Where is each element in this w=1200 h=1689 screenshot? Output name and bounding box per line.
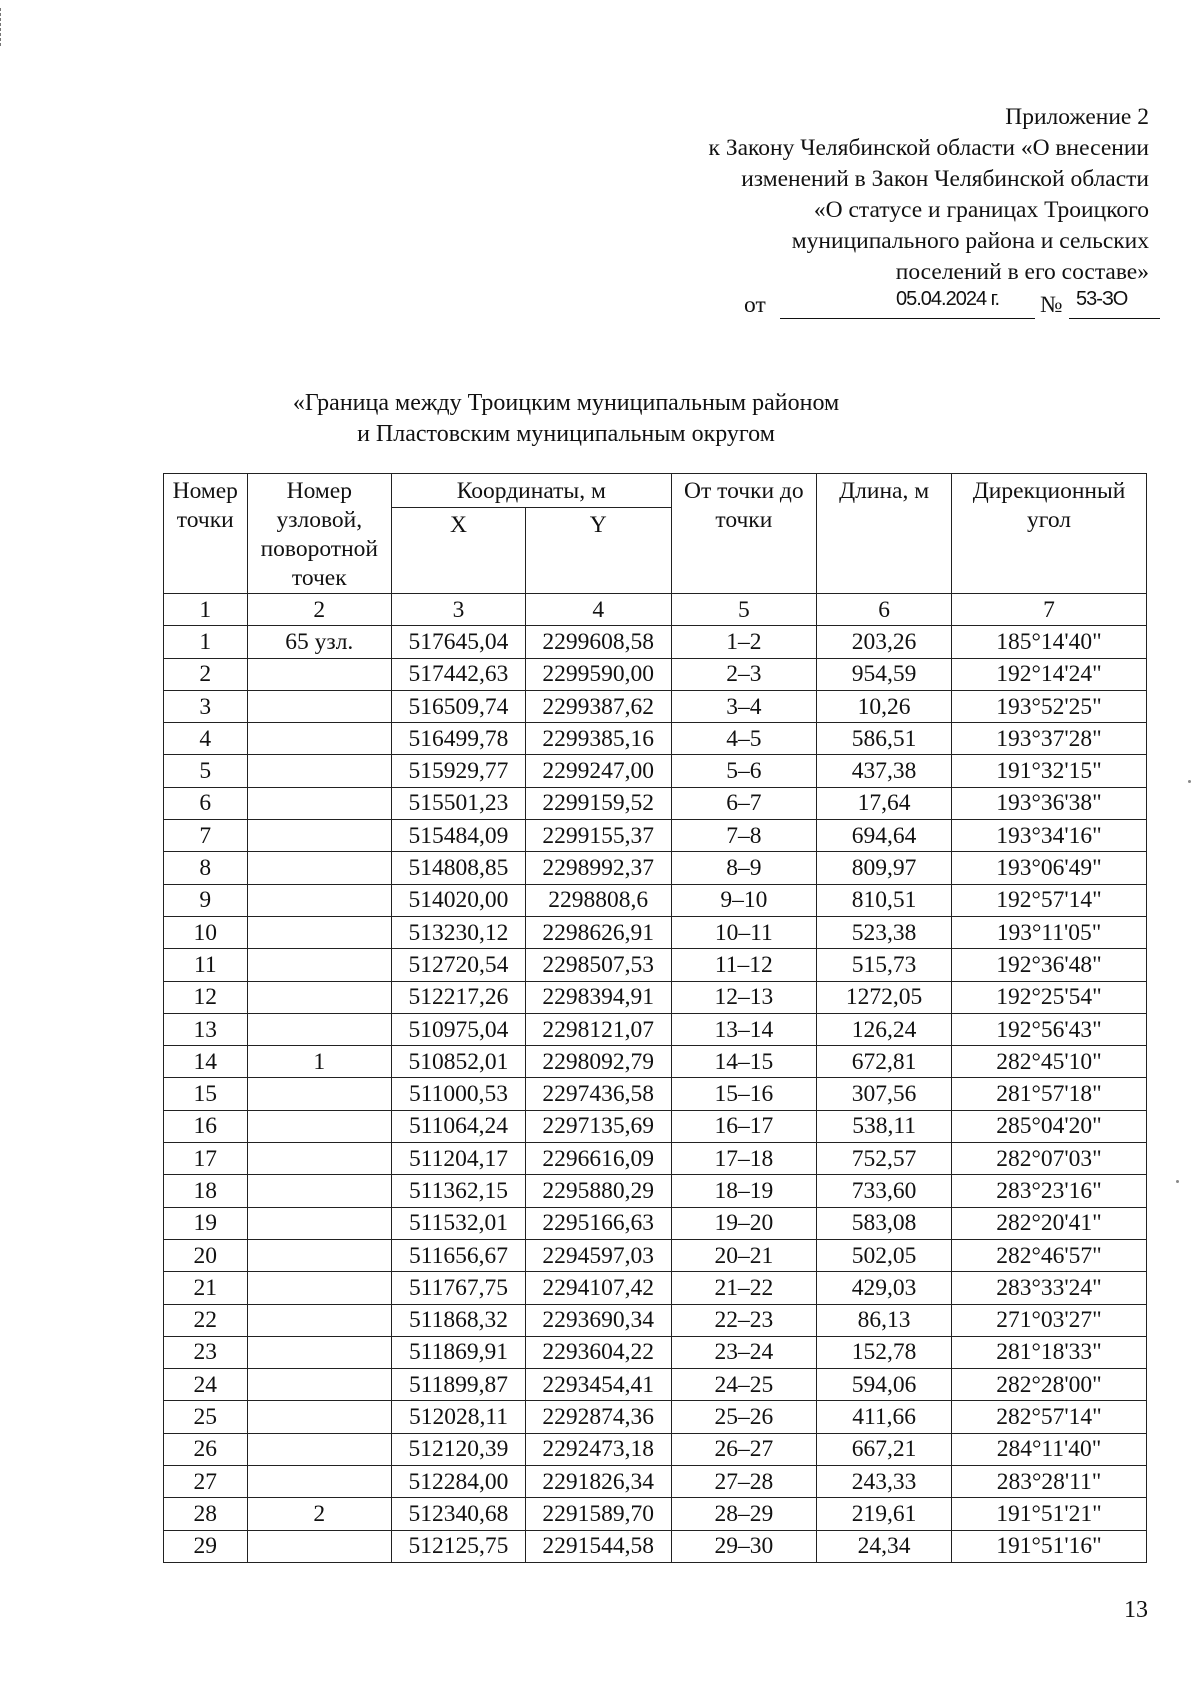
node-cell [247,1110,392,1142]
header-y: Y [525,507,671,593]
length-cell: 586,51 [817,723,952,755]
node-cell [247,949,392,981]
point-number-cell: 27 [164,1466,248,1498]
document-title [166,388,966,450]
length-cell: 809,97 [817,852,952,884]
table-row [164,916,1147,948]
point-number-cell: 28 [164,1498,248,1530]
angle-cell: 282°45'10" [952,1046,1147,1078]
point-number-cell: 13 [164,1013,248,1045]
header-from-to: От точки до точки [671,474,817,594]
table-row [164,658,1147,690]
x-coordinate-cell: 515501,23 [392,787,526,819]
segment-cell: 15–16 [671,1078,817,1110]
x-coordinate-cell: 514020,00 [392,884,526,916]
table-body [164,626,1147,1563]
node-cell [247,1143,392,1175]
segment-cell: 8–9 [671,852,817,884]
point-number-cell: 11 [164,949,248,981]
table-row [164,1530,1147,1562]
angle-cell: 192°57'14" [952,884,1147,916]
x-coordinate-cell: 512720,54 [392,949,526,981]
table-row [164,690,1147,722]
length-cell: 515,73 [817,949,952,981]
column-number: 5 [671,594,817,626]
point-number-cell: 20 [164,1239,248,1271]
x-coordinate-cell: 512120,39 [392,1433,526,1465]
x-coordinate-cell: 512217,26 [392,981,526,1013]
law-date-number [744,288,1160,322]
column-number: 4 [525,594,671,626]
y-coordinate-cell: 2293454,41 [525,1369,671,1401]
segment-cell: 21–22 [671,1272,817,1304]
length-cell: 733,60 [817,1175,952,1207]
table-row [164,1304,1147,1336]
x-coordinate-cell: 512028,11 [392,1401,526,1433]
length-cell: 411,66 [817,1401,952,1433]
x-coordinate-cell: 515484,09 [392,820,526,852]
angle-cell: 191°51'21" [952,1498,1147,1530]
length-cell: 954,59 [817,658,952,690]
node-cell [247,1433,392,1465]
y-coordinate-cell: 2292874,36 [525,1401,671,1433]
segment-cell: 3–4 [671,690,817,722]
node-cell [247,787,392,819]
x-coordinate-cell: 515929,77 [392,755,526,787]
y-coordinate-cell: 2299385,16 [525,723,671,755]
node-cell [247,723,392,755]
point-number-cell: 15 [164,1078,248,1110]
length-cell: 307,56 [817,1078,952,1110]
appendix-line: муниципального района и сельских [791,228,1149,254]
point-number-cell: 25 [164,1401,248,1433]
node-cell [247,690,392,722]
angle-cell: 192°14'24" [952,658,1147,690]
x-coordinate-cell: 512340,68 [392,1498,526,1530]
length-cell: 583,08 [817,1207,952,1239]
length-cell: 437,38 [817,755,952,787]
x-coordinate-cell: 511064,24 [392,1110,526,1142]
segment-cell: 10–11 [671,916,817,948]
y-coordinate-cell: 2294597,03 [525,1239,671,1271]
segment-cell: 20–21 [671,1239,817,1271]
x-coordinate-cell: 511000,53 [392,1078,526,1110]
y-coordinate-cell: 2298626,91 [525,916,671,948]
point-number-cell: 21 [164,1272,248,1304]
x-coordinate-cell: 512284,00 [392,1466,526,1498]
coordinates-table [163,473,1147,1563]
node-cell [247,1466,392,1498]
point-number-cell: 16 [164,1110,248,1142]
segment-cell: 24–25 [671,1369,817,1401]
angle-cell: 193°37'28" [952,723,1147,755]
table-row [164,755,1147,787]
angle-cell: 281°18'33" [952,1336,1147,1368]
node-cell [247,1369,392,1401]
y-coordinate-cell: 2297135,69 [525,1110,671,1142]
x-coordinate-cell: 511767,75 [392,1272,526,1304]
table-row [164,626,1147,658]
node-cell: 65 узл. [247,626,392,658]
segment-cell: 16–17 [671,1110,817,1142]
y-coordinate-cell: 2291544,58 [525,1530,671,1562]
length-cell: 672,81 [817,1046,952,1078]
table-row [164,1013,1147,1045]
appendix-line: к Закону Челябинской области «О внесении [708,135,1149,161]
date-underline [780,318,1035,319]
law-number: 53-ЗО [1076,288,1128,310]
segment-cell: 29–30 [671,1530,817,1562]
node-cell [247,820,392,852]
x-coordinate-cell: 517645,04 [392,626,526,658]
node-cell [247,1530,392,1562]
table-row [164,1401,1147,1433]
column-number: 1 [164,594,248,626]
header-length: Длина, м [817,474,952,594]
node-cell [247,1078,392,1110]
point-number-cell: 3 [164,690,248,722]
length-cell: 523,38 [817,916,952,948]
x-coordinate-cell: 512125,75 [392,1530,526,1562]
point-number-cell: 1 [164,626,248,658]
segment-cell: 14–15 [671,1046,817,1078]
table-row [164,1466,1147,1498]
length-cell: 1272,05 [817,981,952,1013]
y-coordinate-cell: 2298394,91 [525,981,671,1013]
segment-cell: 5–6 [671,755,817,787]
y-coordinate-cell: 2299155,37 [525,820,671,852]
node-cell [247,916,392,948]
angle-cell: 192°36'48" [952,949,1147,981]
node-cell [247,1336,392,1368]
y-coordinate-cell: 2297436,58 [525,1078,671,1110]
x-coordinate-cell: 511532,01 [392,1207,526,1239]
segment-cell: 17–18 [671,1143,817,1175]
segment-cell: 28–29 [671,1498,817,1530]
appendix-line: «О статусе и границах Троицкого [813,197,1149,223]
header-point-number: Номер точки [164,474,248,594]
point-number-cell: 2 [164,658,248,690]
y-coordinate-cell: 2299590,00 [525,658,671,690]
angle-cell: 271°03'27" [952,1304,1147,1336]
x-coordinate-cell: 511362,15 [392,1175,526,1207]
angle-cell: 192°56'43" [952,1013,1147,1045]
x-coordinate-cell: 511868,32 [392,1304,526,1336]
length-cell: 502,05 [817,1239,952,1271]
y-coordinate-cell: 2298992,37 [525,852,671,884]
segment-cell: 26–27 [671,1433,817,1465]
length-cell: 17,64 [817,787,952,819]
table-row [164,852,1147,884]
angle-cell: 193°06'49" [952,852,1147,884]
table-row [164,1207,1147,1239]
point-number-cell: 10 [164,916,248,948]
angle-cell: 191°32'15" [952,755,1147,787]
angle-cell: 283°33'24" [952,1272,1147,1304]
angle-cell: 193°11'05" [952,916,1147,948]
segment-cell: 2–3 [671,658,817,690]
length-cell: 694,64 [817,820,952,852]
node-cell [247,981,392,1013]
appendix-header [549,102,1149,288]
segment-cell: 13–14 [671,1013,817,1045]
header-angle: Дирекционный угол [952,474,1147,594]
segment-cell: 1–2 [671,626,817,658]
y-coordinate-cell: 2299159,52 [525,787,671,819]
x-coordinate-cell: 510852,01 [392,1046,526,1078]
y-coordinate-cell: 2293604,22 [525,1336,671,1368]
segment-cell: 6–7 [671,787,817,819]
point-number-cell: 18 [164,1175,248,1207]
appendix-line: изменений в Закон Челябинской области [741,166,1149,192]
point-number-cell: 17 [164,1143,248,1175]
point-number-cell: 4 [164,723,248,755]
point-number-cell: 12 [164,981,248,1013]
table-row [164,949,1147,981]
y-coordinate-cell: 2291826,34 [525,1466,671,1498]
table-row [164,1239,1147,1271]
table-row [164,1272,1147,1304]
length-cell: 10,26 [817,690,952,722]
scan-dot-mark [1188,780,1191,783]
table-row [164,723,1147,755]
column-number: 3 [392,594,526,626]
point-number-cell: 5 [164,755,248,787]
node-cell [247,1013,392,1045]
length-cell: 667,21 [817,1433,952,1465]
header-x: X [392,507,526,593]
header-coordinates: Координаты, м [392,474,671,508]
point-number-cell: 19 [164,1207,248,1239]
angle-cell: 282°20'41" [952,1207,1147,1239]
length-cell: 538,11 [817,1110,952,1142]
length-cell: 126,24 [817,1013,952,1045]
x-coordinate-cell: 511204,17 [392,1143,526,1175]
table-row [164,1433,1147,1465]
y-coordinate-cell: 2299608,58 [525,626,671,658]
title-line: «Граница между Троицким муниципальным районом [292,390,840,416]
node-cell [247,1272,392,1304]
point-number-cell: 8 [164,852,248,884]
angle-cell: 281°57'18" [952,1078,1147,1110]
angle-cell: 282°57'14" [952,1401,1147,1433]
angle-cell: 282°07'03" [952,1143,1147,1175]
x-coordinate-cell: 516509,74 [392,690,526,722]
node-cell [247,884,392,916]
y-coordinate-cell: 2298507,53 [525,949,671,981]
length-cell: 203,26 [817,626,952,658]
segment-cell: 23–24 [671,1336,817,1368]
x-coordinate-cell: 511869,91 [392,1336,526,1368]
angle-cell: 283°23'16" [952,1175,1147,1207]
appendix-line: Приложение 2 [1005,104,1149,130]
angle-cell: 193°36'38" [952,787,1147,819]
node-cell [247,852,392,884]
number-underline [1069,318,1160,319]
point-number-cell: 26 [164,1433,248,1465]
table-row [164,787,1147,819]
segment-cell: 7–8 [671,820,817,852]
table-row [164,1369,1147,1401]
table-row [164,981,1147,1013]
angle-cell: 191°51'16" [952,1530,1147,1562]
point-number-cell: 29 [164,1530,248,1562]
node-cell [247,658,392,690]
angle-cell: 193°52'25" [952,690,1147,722]
length-cell: 429,03 [817,1272,952,1304]
length-cell: 86,13 [817,1304,952,1336]
point-number-cell: 6 [164,787,248,819]
table-row [164,820,1147,852]
y-coordinate-cell: 2295880,29 [525,1175,671,1207]
node-cell [247,1401,392,1433]
y-coordinate-cell: 2298092,79 [525,1046,671,1078]
table-row [164,884,1147,916]
length-cell: 219,61 [817,1498,952,1530]
table-row [164,1078,1147,1110]
column-number: 7 [952,594,1147,626]
y-coordinate-cell: 2299247,00 [525,755,671,787]
segment-cell: 11–12 [671,949,817,981]
scan-dot-mark [1176,1180,1179,1183]
node-cell [247,1239,392,1271]
point-number-cell: 14 [164,1046,248,1078]
table-row [164,1143,1147,1175]
x-coordinate-cell: 511656,67 [392,1239,526,1271]
page-number: 13 [1124,1597,1148,1623]
x-coordinate-cell: 516499,78 [392,723,526,755]
point-number-cell: 7 [164,820,248,852]
angle-cell: 282°46'57" [952,1239,1147,1271]
table-row [164,1110,1147,1142]
segment-cell: 27–28 [671,1466,817,1498]
y-coordinate-cell: 2298121,07 [525,1013,671,1045]
angle-cell: 185°14'40" [952,626,1147,658]
segment-cell: 9–10 [671,884,817,916]
node-cell: 1 [247,1046,392,1078]
y-coordinate-cell: 2296616,09 [525,1143,671,1175]
length-cell: 24,34 [817,1530,952,1562]
angle-cell: 284°11'40" [952,1433,1147,1465]
law-date: 05.04.2024 г. [896,288,1000,310]
node-cell [247,1207,392,1239]
node-cell: 2 [247,1498,392,1530]
segment-cell: 18–19 [671,1175,817,1207]
segment-cell: 22–23 [671,1304,817,1336]
column-number: 2 [247,594,392,626]
length-cell: 752,57 [817,1143,952,1175]
table-row [164,1336,1147,1368]
x-coordinate-cell: 517442,63 [392,658,526,690]
y-coordinate-cell: 2295166,63 [525,1207,671,1239]
column-number: 6 [817,594,952,626]
point-number-cell: 22 [164,1304,248,1336]
y-coordinate-cell: 2293690,34 [525,1304,671,1336]
segment-cell: 25–26 [671,1401,817,1433]
node-cell [247,1175,392,1207]
appendix-line: поселений в его составе» [895,259,1149,285]
scan-edge-mark [0,8,4,46]
segment-cell: 19–20 [671,1207,817,1239]
point-number-cell: 9 [164,884,248,916]
point-number-cell: 24 [164,1369,248,1401]
table-row [164,1175,1147,1207]
x-coordinate-cell: 514808,85 [392,852,526,884]
node-cell [247,755,392,787]
header-node-number: Номер узловой, поворотной точек [247,474,392,594]
node-cell [247,1304,392,1336]
length-cell: 243,33 [817,1466,952,1498]
y-coordinate-cell: 2299387,62 [525,690,671,722]
segment-cell: 4–5 [671,723,817,755]
y-coordinate-cell: 2291589,70 [525,1498,671,1530]
y-coordinate-cell: 2298808,6 [525,884,671,916]
length-cell: 594,06 [817,1369,952,1401]
length-cell: 152,78 [817,1336,952,1368]
point-number-cell: 23 [164,1336,248,1368]
x-coordinate-cell: 511899,87 [392,1369,526,1401]
x-coordinate-cell: 513230,12 [392,916,526,948]
angle-cell: 192°25'54" [952,981,1147,1013]
angle-cell: 285°04'20" [952,1110,1147,1142]
table-row [164,1498,1147,1530]
segment-cell: 12–13 [671,981,817,1013]
angle-cell: 282°28'00" [952,1369,1147,1401]
from-label: от [744,292,766,318]
title-line: и Пластовским муниципальным округом [357,421,775,447]
number-label: № [1040,292,1063,318]
table-row [164,1046,1147,1078]
y-coordinate-cell: 2294107,42 [525,1272,671,1304]
x-coordinate-cell: 510975,04 [392,1013,526,1045]
angle-cell: 193°34'16" [952,820,1147,852]
y-coordinate-cell: 2292473,18 [525,1433,671,1465]
length-cell: 810,51 [817,884,952,916]
angle-cell: 283°28'11" [952,1466,1147,1498]
